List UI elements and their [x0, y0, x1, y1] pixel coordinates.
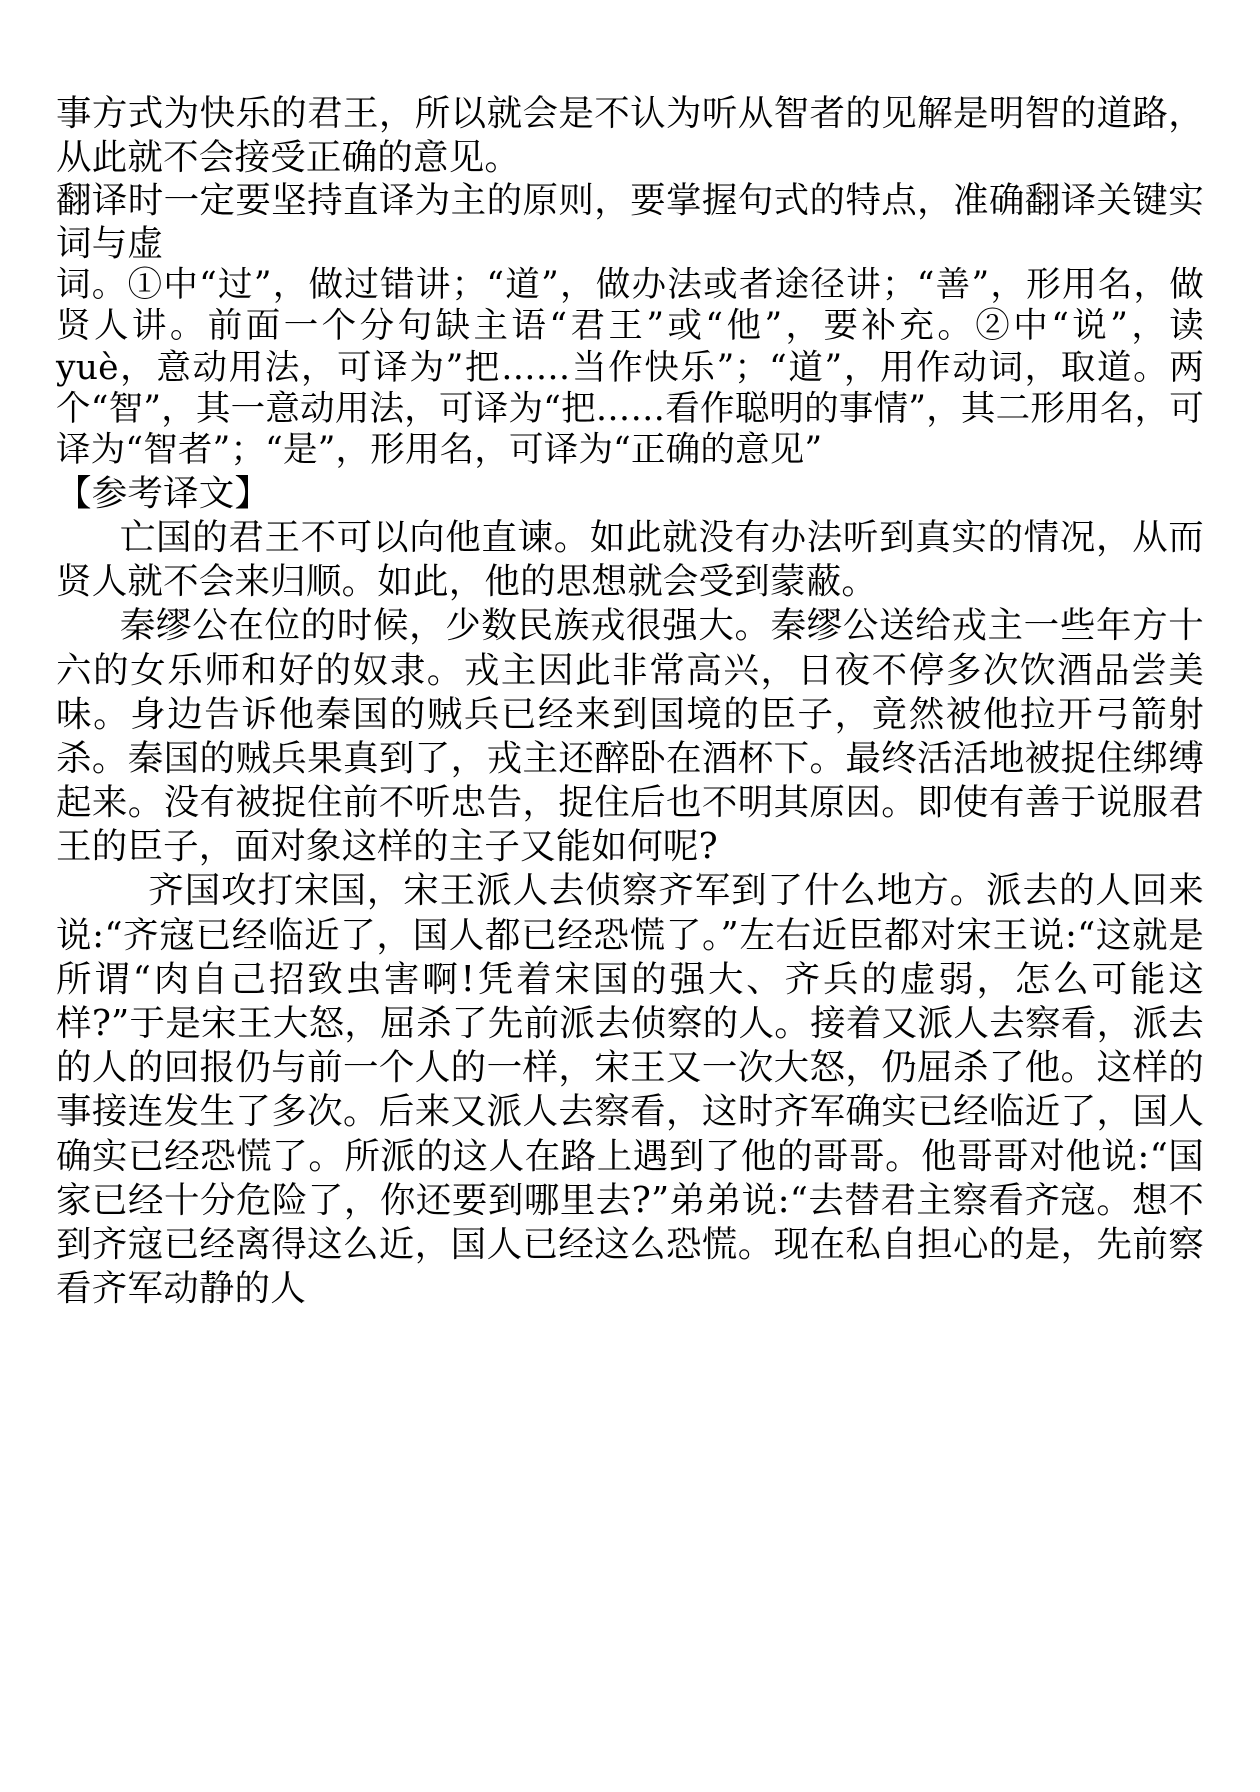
section-heading-reference-translation: 【参考译文】	[56, 472, 271, 514]
paragraph-reference-translation-3: 齐国攻打宋国，宋王派人去侦察齐军到了什么地方。派去的人回来说:“齐寇已经临近了，国人都已经恐慌了。”左右近臣都对宋王说:“这就是所谓“肉自己招致虫害啊!凭着宋国的强大、齐兵的虚弱，怎么可能这样?”于是宋王大怒，屈杀了先前派去侦察的人。接着又派人去察看，派去的人的回报仍与前一个人的一样，宋王又一次大怒，仍屈杀了他。这样的事接连发生了多次。后来又派人去察看，这时齐军确实已经临近了，国人确实已经恐慌了。所派的这人在路上遇到了他的哥哥。他哥哥对他说:“国家已经十分危险了，你还要到哪里去?”弟弟说:“去替君主察看齐寇。想不到齐寇已经离得这么近，国人已经这么恐慌。现在私自担心的是，先前察看齐军动静的人	[56, 870, 1204, 1310]
paragraph-translation-principle: 翻译时一定要坚持直译为主的原则，要掌握句式的特点，准确翻译关键实词与虚	[56, 180, 1204, 264]
paragraph-reference-translation-2: 秦缪公在位的时候，少数民族戎很强大。秦缪公送给戎主一些年方十六的女乐师和好的奴隶。戎主因此非常高兴，日夜不停多次饮酒品尝美味。身边告诉他秦国的贼兵已经来到国境的臣子，竟然被他拉开弓箭射杀。秦国的贼兵果真到了，戎主还醉卧在酒杯下。最终活活地被捉住绑缚起来。没有被捉住前不听忠告，捉住后也不明其原因。即使有善于说服君王的臣子，面对象这样的主子又能如何呢?	[56, 605, 1204, 868]
paragraph-reference-translation-1: 亡国的君王不可以向他直谏。如此就没有办法听到真实的情况，从而贤人就不会来归顺。如此，他的思想就会受到蒙蔽。	[56, 516, 1204, 603]
paragraph-word-analysis: 词。①中“过”，做过错讲；“道”，做办法或者途径讲；“善”，形用名，做贤人讲。前面一个分句缺主语“君王”或“他”，要补充。②中“说”，读 yuè，意动用法，可译为”把……当作快乐”；“道”，用作动词，取道。两个“智”，其一意动用法，可译为“把……看作聪明的事情”，其二形用名，可译为“智者”；“是”，形用名，可译为“正确的意见”	[56, 264, 1204, 471]
paragraph-continuation: 事方式为快乐的君王，所以就会是不认为听从智者的见解是明智的道路，从此就不会接受正确的意见。	[56, 93, 1204, 179]
document-body	[56, 92, 1204, 1311]
